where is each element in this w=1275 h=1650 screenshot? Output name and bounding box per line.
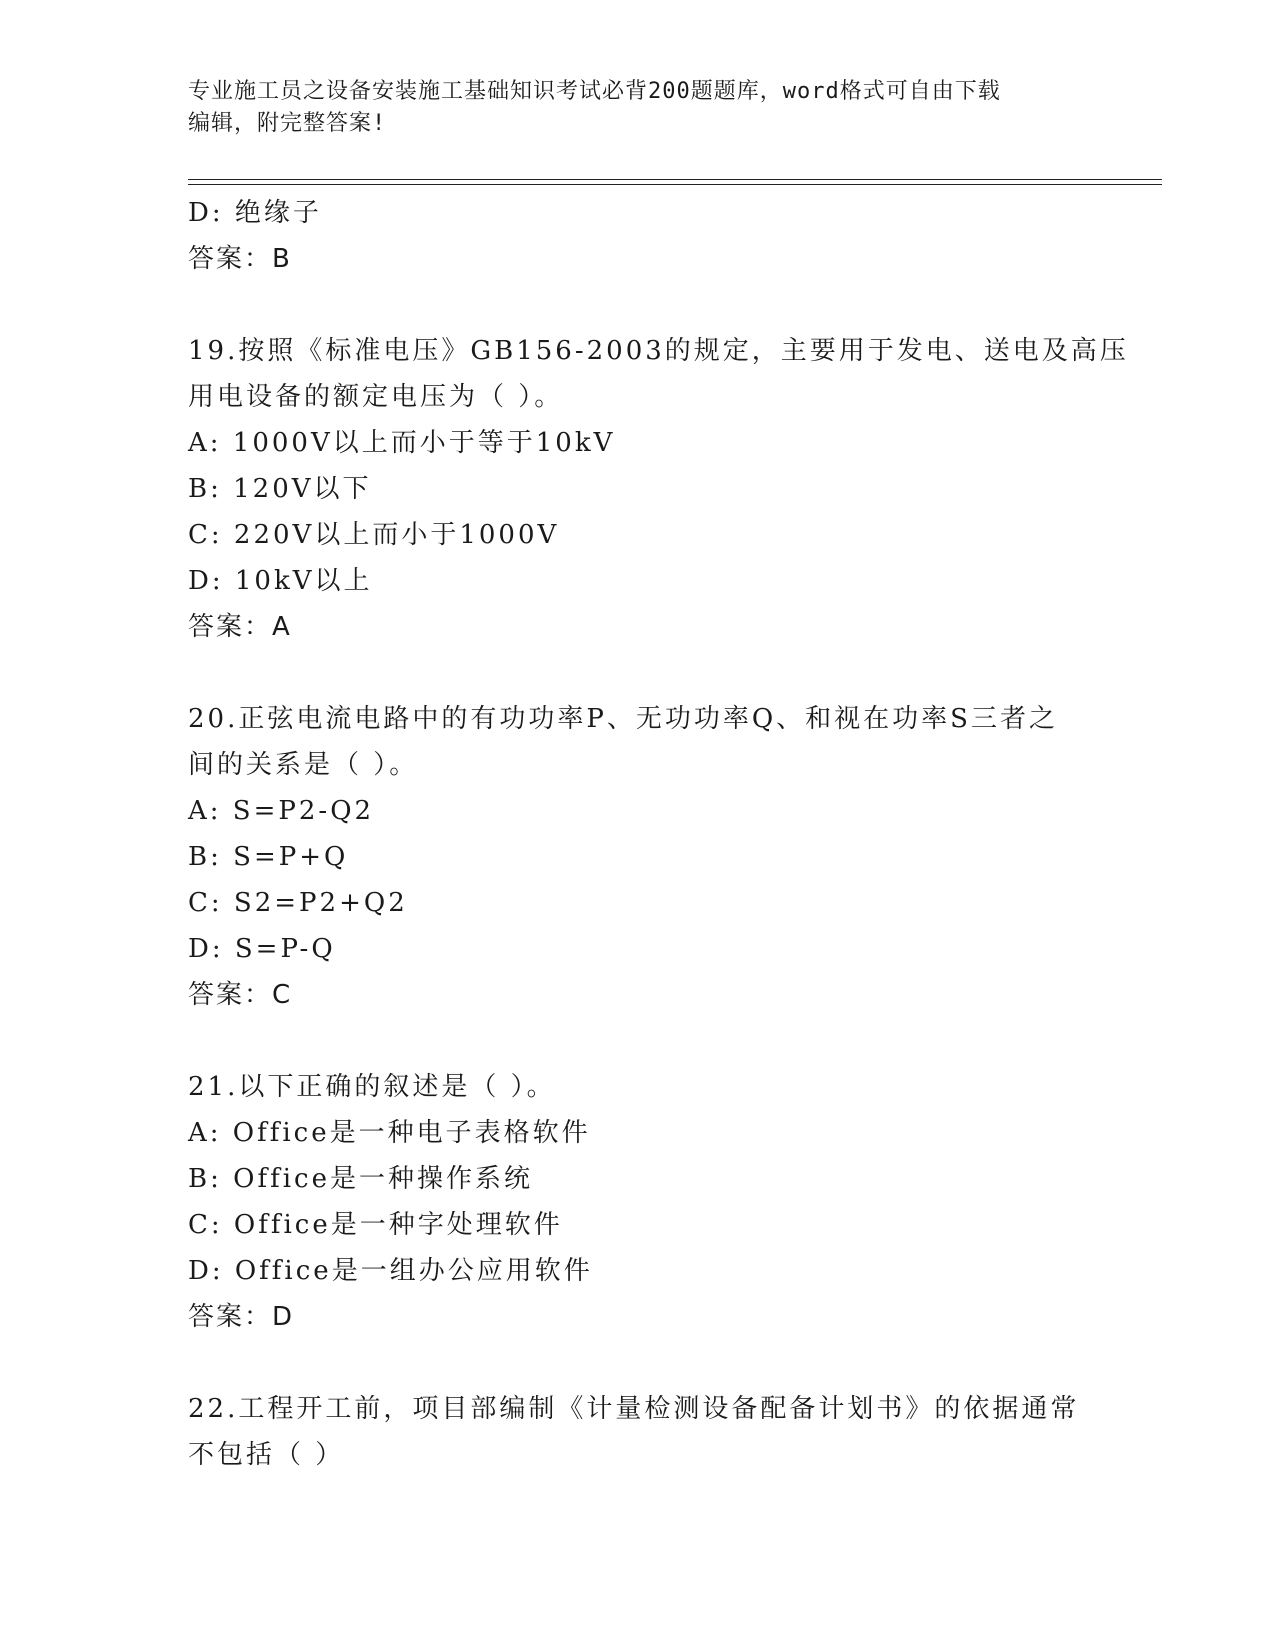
option-b: B: S=P+Q xyxy=(188,842,349,872)
document-header xyxy=(188,76,1088,140)
option-a: A: 1000V以上而小于等于10kV xyxy=(188,428,616,458)
option-a: A: S=P2-Q2 xyxy=(188,796,375,826)
option-c: C: Office是一种字处理软件 xyxy=(188,1210,563,1240)
spacer xyxy=(188,282,1148,328)
option-c: C: S2=P2+Q2 xyxy=(188,888,408,918)
option-d: D: Office是一组办公应用软件 xyxy=(188,1256,593,1286)
header-divider-top xyxy=(188,179,1162,180)
header-title-line-2: 编辑，附完整答案! xyxy=(188,111,387,136)
spacer xyxy=(188,1340,1148,1386)
option-a: A: Office是一种电子表格软件 xyxy=(188,1118,591,1148)
option-d: D: 10kV以上 xyxy=(188,566,373,596)
question-22 xyxy=(188,1386,1148,1478)
question-18-tail xyxy=(188,190,1148,282)
header-divider-bottom xyxy=(188,184,1162,185)
option-c: C: 220V以上而小于1000V xyxy=(188,520,560,550)
question-list xyxy=(188,190,1148,1478)
question-21 xyxy=(188,1064,1148,1340)
question-19 xyxy=(188,328,1148,650)
question-stem-continued: 不包括（ ） xyxy=(188,1440,345,1470)
question-stem: 20.正弦电流电路中的有功功率P、无功功率Q、和视在功率S三者之 xyxy=(188,704,1058,734)
spacer xyxy=(188,650,1148,696)
option-b: B: Office是一种操作系统 xyxy=(188,1164,533,1194)
question-stem-continued: 用电设备的额定电压为（ ）。 xyxy=(188,382,564,412)
question-20 xyxy=(188,696,1148,1018)
header-title-line-1: 专业施工员之设备安装施工基础知识考试必背200题题库，word格式可自由下载 xyxy=(188,79,1001,104)
answer-label: 答案：B xyxy=(188,244,292,274)
answer-label: 答案：A xyxy=(188,612,292,642)
option-d: D: S=P-Q xyxy=(188,934,336,964)
answer-label: 答案：D xyxy=(188,1302,295,1332)
spacer xyxy=(188,1018,1148,1064)
question-stem: 22.工程开工前，项目部编制《计量检测设备配备计划书》的依据通常 xyxy=(188,1394,1080,1424)
question-stem: 21.以下正确的叙述是（ ）。 xyxy=(188,1072,556,1102)
question-stem: 19.按照《标准电压》GB156-2003的规定，主要用于发电、送电及高压 xyxy=(188,336,1129,366)
answer-label: 答案：C xyxy=(188,980,293,1010)
option-d: D: 绝缘子 xyxy=(188,198,322,228)
option-b: B: 120V以下 xyxy=(188,474,372,504)
question-stem-continued: 间的关系是（ ）。 xyxy=(188,750,419,780)
